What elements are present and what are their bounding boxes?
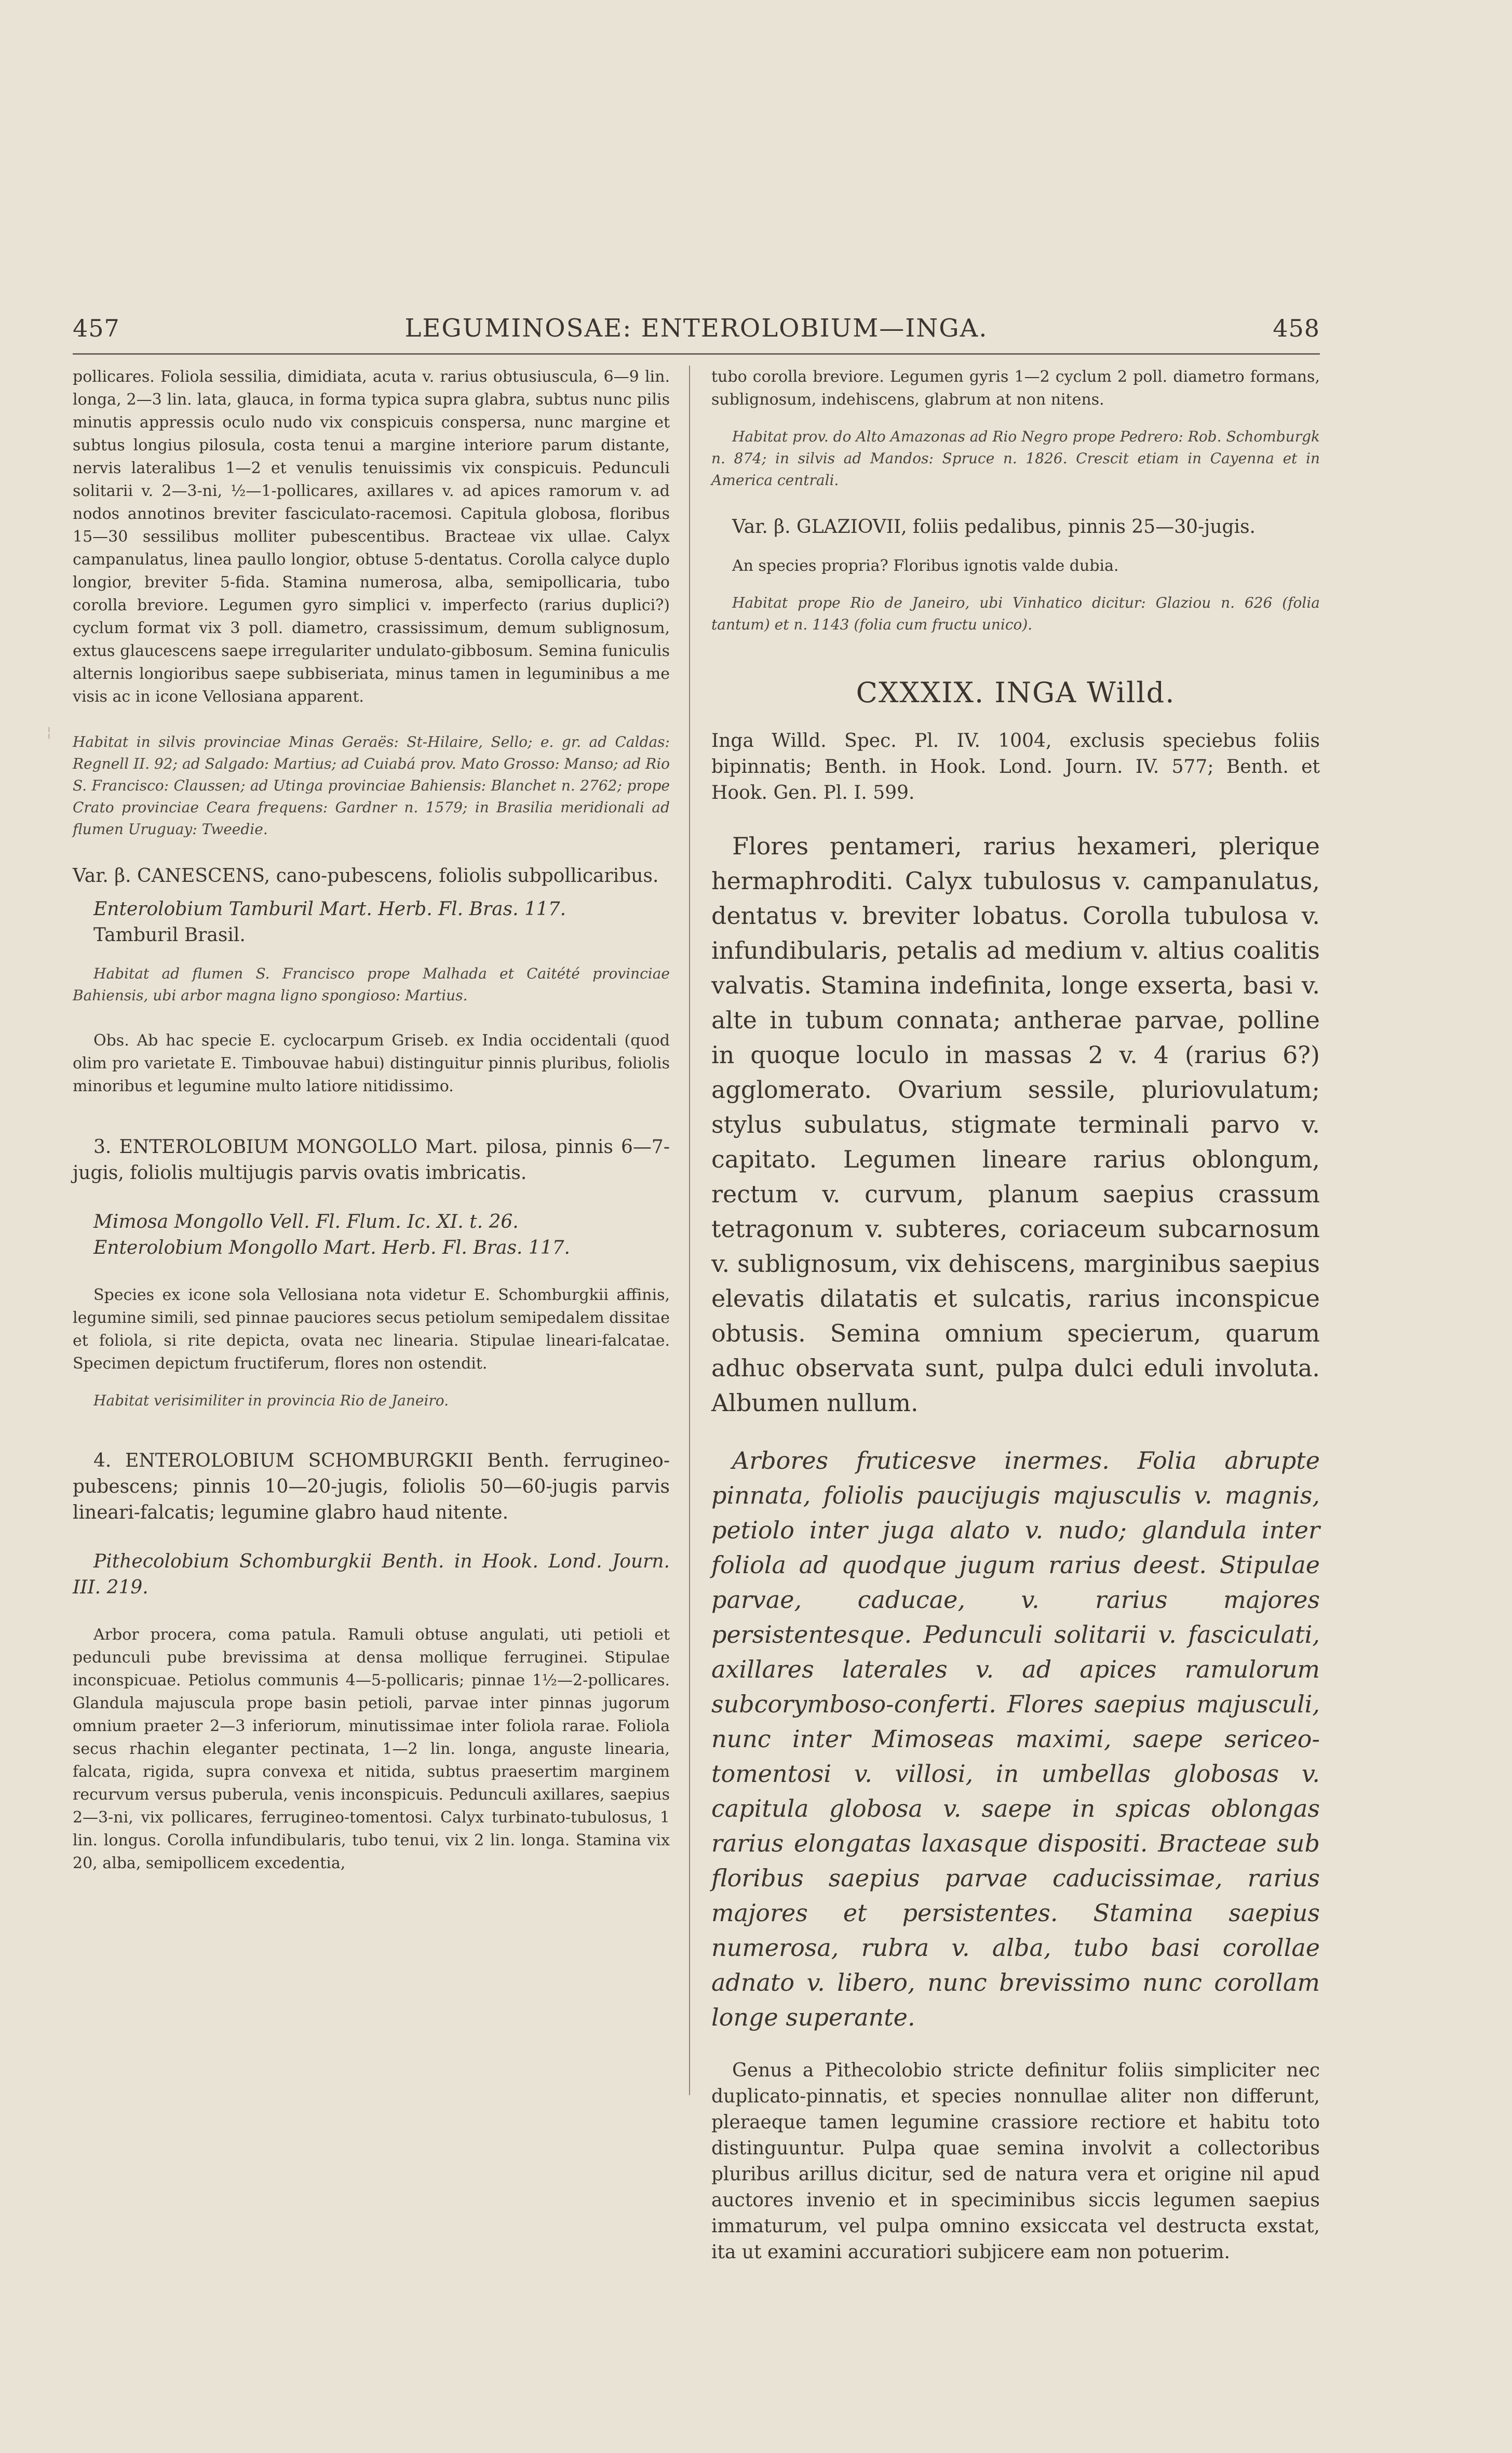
right-paragraph-4: Habitat prope Rio de Janeiro, ubi Vinhatico dicitur: Glaziou n. 626 (folia tantum) et n. 1143 (folia cum fructu unico). [711,594,1320,633]
spacer [73,889,670,896]
left-paragraph-12: 4. ENTEROLOBIUM SCHOMBURGKII Benth. ferrugineo-pubescens; pinnis 10—20-jugis, foliolis 50—60-jugis parvis lineari-falcatis; legumine glabro haud nitente. [73,1450,670,1523]
right-paragraph-9: Genus a Pithecolobio stricte definitur foliis simpliciter nec duplicato-pinnatis, et species nonnullae aliter non differunt, pleraeque tamen legumine crassiore rectiore et habitu toto distinguuntur. Pulpa quae semina involvit a collectoribus pluribus arillus dicitur, sed de natura vera et origine nil apud auctores invenio et in speciminibus siccis legumen saepius immaturum, vel pulpa omnino exsiccata vel destructa exstat, ita ut examini accuratiori subjicere eam non potuerim. [711,2060,1320,2263]
left-paragraph-2: Var. β. CANESCENS, cano-pubescens, foliolis subpollicaribus. [73,865,659,887]
right-paragraph-3: An species propria? Floribus ignotis valde dubia. [732,557,1119,575]
left-paragraph-14: Arbor procera, coma patula. Ramuli obtuse angulati, uti petioli et pedunculi pube brevissima at densa mollique ferruginei. Stipulae inconspicuae. Petiolus communis 4—5-pollicaris; pinnae 1½—2-pollicares. Glandula majuscula prope basin petioli, parvae inter pinnas jugorum omnium praeter 2—3 inferiorum, minutissimae inter foliola rarae. Foliola secus rhachin eleganter pectinata, 1—2 lin. longa, anguste linearia, falcata, rigida, supra convexa et nitida, subtus praesertim marginem recurvum versus puberula, venis inconspicuis. Pedunculi axillares, saepius 2—3-ni, vix pollicares, ferrugineo-tomentosi. Calyx turbinato-tubulosus, 1 lin. longus. Corolla infundibularis, tubo tenui, vix 2 lin. longa. Stamina vix 20, alba, semipollicem excedentia, [73,1626,670,1872]
left-paragraph-6: Obs. Ab hac specie E. cyclocarpum Griseb. ex India occidentali (quod olim pro varietate E. Timbouvae habui) distinguitur pinnis pluribus, foliolis minoribus et legumine multo latiore nitidissimo. [73,1031,670,1095]
left-paragraph-5: Habitat ad flumen S. Francisco prope Malhada et Caitété provinciae Bahiensis, ubi arbor magna ligno spongioso: Martius. [73,965,670,1004]
spacer [73,1526,670,1549]
spacer [73,1412,670,1448]
right-paragraph-7: Flores pentameri, rarius hexameri, plerique hermaphroditi. Calyx tubulosus v. campanulatus, dentatus v. breviter lobatus. Corolla tubulosa v. infundibularis, petalis ad medium v. altius coalitis valvatis. Stamina indefinita, longe exserta, basi v. alte in tubum connata; antherae parvae, polline in quoque loculo in massas 2 v. 4 (rarius 6?) agglomerato. Ovarium sessile, pluriovulatum; stylus subulatus, stigmate terminali parvo v. capitato. Legumen lineare rarius oblongum, rectum v. curvum, planum saepius crassum tetragonum v. subteres, coriaceum subcarnosum v. sublignosum, vix dehiscens, marginibus saepius elevatis dilatatis et sulcatis, rarius inconspicue obtusis. Semina omnium specierum, quarum adhuc observata sunt, pulpa dulci eduli involuta. Albumen nullum. [711,832,1320,1417]
left-paragraph-0: pollicares. Foliola sessilia, dimidiata, acuta v. rarius obtusiuscula, 6—9 lin. longa, 2—3 lin. lata, glauca, in forma typica supra glabra, subtus nunc pilis minutis appressis oculo nudo vix conspicuis conspersa, nunc margine et subtus longius pilosula, costa tenui a margine interiore parum distante, nervis lateralibus 1—2 et venulis tenuissimis vix conspicuis. Pedunculi solitarii v. 2—3-ni, ½—1-pollicares, axillares v. ad apices ramorum v. ad nodos annotinos breviter fasciculato-racemosi. Capitula globosa, floribus 15—30 sessilibus molliter pubescentibus. Bracteae vix ullae. Calyx campanulatus, linea paullo longior, obtuse 5-dentatus. Corolla calyce duplo longior, breviter 5-fida. Stamina numerosa, alba, semipollicaria, tubo corolla breviore. Legumen gyro simplici v. imperfecto (rarius duplici?) cyclum format vix 3 poll. diametro, crassissimum, demum sublignosum, extus glaucescens saepe irregulariter undulato-gibbosum. Semina funiculis alternis longioribus saepe subbiseriata, minus tamen in leguminibus a me visis ac in icone Vellosiana apparent. [73,368,670,706]
left-paragraph-1: Habitat in silvis provinciae Minas Geraës: St-Hilaire, Sello; e. gr. ad Caldas: Regnell II. 92; ad Salgado: Martius; ad Cuiabá prov. Mato Grosso: Manso; ad Rio S. Francisco: Claussen; ad Utinga provinciae Bahiensis: Blanchet n. 2762; prope Crato provinciae Ceara frequens: Gardner n. 1579; in Brasilia meridionali ad flumen Uruguay: Tweedie. [73,733,670,838]
spacer [73,1261,670,1284]
spacer [73,1186,670,1209]
left-paragraph-7: 3. ENTEROLOBIUM MONGOLLO Mart. pilosa, pinnis 6—7-jugis, foliolis multijugis parvis ovatis imbricatis. [73,1136,670,1184]
spacer [73,708,670,731]
spacer [711,578,1320,592]
spacer [711,540,1320,555]
right-paragraph-2: Var. β. GLAZIOVII, foliis pedalibus, pinnis 25—30-jugis. [732,516,1256,538]
spacer [711,491,1320,514]
header-rule [73,353,1320,355]
right-paragraph-0: tubo corolla breviore. Legumen gyris 1—2 cyclum 2 poll. diametro formans, sublignosum, indehiscens, glabrum at non nitens. [711,368,1320,409]
left-column [73,366,670,1875]
right-paragraph-8: Arbores fruticesve inermes. Folia abrupte pinnata, foliolis paucijugis majusculis v. magnis, petiolo inter juga alato v. nudo; glandula inter foliola ad quodque jugum rarius deest. Stipulae parvae, caducae, v. rarius majores persistentesque. Pedunculi solitarii v. fasciculati, axillares laterales v. ad apices ramulorum subcorymboso-conferti. Flores saepius majusculi, nunc inter Mimoseas maximi, saepe sericeo-tomentosi v. villosi, in umbellas globosas v. capitula globosa v. saepe in spicas oblongas rarius elongatas laxasque dispositi. Bracteae sub floribus saepius parvae caducissimae, rarius majores et persistentes. Stamina saepius numerosa, rubra v. alba, tubo basi corollae adnato v. libero, nunc brevissimo nunc corollam longe superante. [711,1446,1320,2031]
left-paragraph-10: Species ex icone sola Vellosiana nota videtur E. Schomburgkii affinis, legumine simili, sed pinnae pauciores secus petiolum semipedalem dissitae et foliola, si rite depicta, ovata nec linearia. Stipulae lineari-falcatae. Specimen depictum fructiferum, flores non ostendit. [73,1286,670,1373]
running-header [73,314,1320,350]
spacer [711,1420,1320,1443]
left-paragraph-13: Pithecolobium Schomburgkii Benth. in Hook. Lond. Journ. III. 219. [73,1551,670,1598]
spacer [73,1098,670,1134]
right-paragraph-1: Habitat prov. do Alto Amazonas ad Rio Negro prope Pedrero: Rob. Schomburgk n. 874; in silvis ad Mandos: Spruce n. 1826. Crescit etiam in Cayenna et in America centrali. [711,428,1320,489]
spacer [73,1007,670,1029]
left-paragraph-11: Habitat verisimiliter in provincia Rio de Janeiro. [93,1392,449,1409]
left-paragraph-4: Tamburil Brasil. [93,924,246,946]
left-paragraph-9: Enterolobium Mongollo Mart. Herb. Fl. Bras. 117. [93,1237,570,1258]
left-page-number: 457 [73,314,120,342]
margin-mark: ¦ [47,725,51,740]
spacer [73,1375,670,1390]
spacer [711,411,1320,426]
spacer [73,840,670,863]
left-paragraph-8: Mimosa Mongollo Vell. Fl. Flum. Ic. XI. t. 26. [93,1211,519,1232]
right-column [711,366,1320,2266]
spacer [711,2035,1320,2058]
column-divider [689,366,690,2095]
spacer [711,636,1320,672]
running-title: LEGUMINOSAE: ENTEROLOBIUM—INGA. [404,314,988,343]
spacer [73,948,670,963]
spacer [73,1601,670,1624]
right-paragraph-6: Inga Willd. Spec. Pl. IV. 1004, exclusis speciebus foliis bipinnatis; Benth. in Hook. Lond. Journ. IV. 577; Benth. et Hook. Gen. Pl. I. 599. [711,730,1320,803]
right-page-number: 458 [1273,314,1320,342]
right-paragraph-5: CXXXIX. INGA Willd. [856,676,1176,709]
spacer [711,806,1320,829]
left-paragraph-3: Enterolobium Tamburil Mart. Herb. Fl. Bras. 117. [93,899,566,920]
spacer [711,714,1320,728]
